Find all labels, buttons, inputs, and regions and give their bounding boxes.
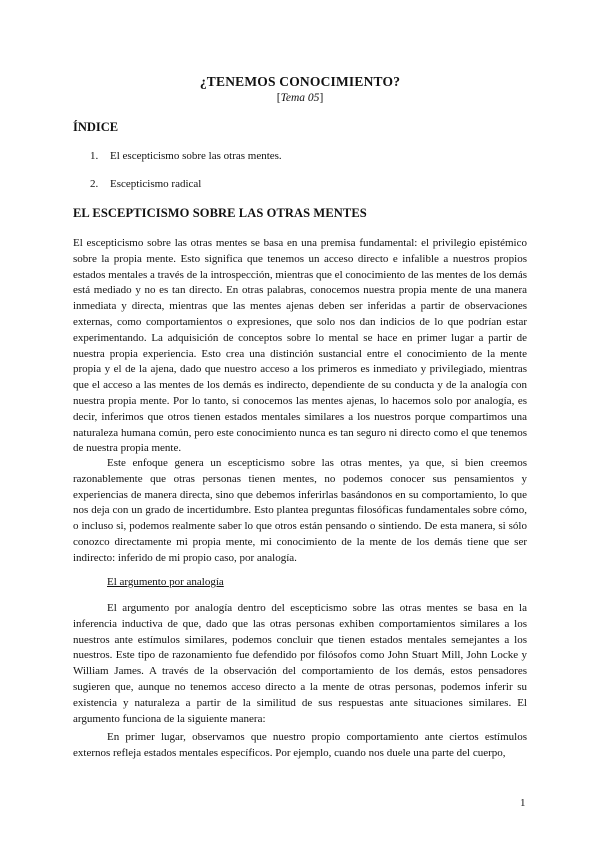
- section-heading: EL ESCEPTICISMO SOBRE LAS OTRAS MENTES: [73, 206, 367, 220]
- body-paragraph: El escepticismo sobre las otras mentes se basa en una premisa fundamental: el privilegio epistémico sobre la propia mente. Esto significa que tenemos un acceso directo e infalible a nuestros propios estados mentales a través de la introspección, mientras que el conocimiento de las mentes de los demás está mediado y no es tan directo. En otras palabras, conocemos nuestra propia mente de una manera inmediata y directa, mientras que las mentes ajenas deben ser inferidas a partir de observaciones externas, como comportamientos o expresiones, que solo nos dan indicios de lo que podrían estar experimentando. La adquisición de conceptos sobre lo mental se hace en primer lugar a partir de nuestra propia experiencia. Esto crea una distinción sustancial entre el conocimiento de la mente propia y el de la ajena, dado que nuestro acceso a los primeros es inmediato y privilegiado, mientras que el acceso a las mentes de los demás es indirecto, dependiente de su conducta y de la analogía con nuestra propia mente. Por lo tanto, si conocemos las mentes ajenas, lo hacemos solo por analogía, es decir, inferimos que otros tienen estados mentales similares a los nuestros porque compartimos una naturaleza humana común, pero este conocimiento nunca es tan seguro ni directo como el que tenemos de nuestra propia mente.: [73, 237, 527, 455]
- body-paragraph: El argumento por analogía dentro del escepticismo sobre las otras mentes se basa en la inferencia inductiva de que, dado que las otras personas exhiben comportamientos similares a los nuestros ante estímulos similares, podemos concluir que tienen estados mentales semejantes a los nuestros. Este tipo de razonamiento fue defendido por filósofos como John Stuart Mill, John Locke y William James. A través de la observación del comportamiento de los demás, estos pensadores sugieren que, aunque no tenemos acceso directo a la mente de otras personas, podemos inferir su existencia y naturaleza a partir de la similitud de sus respuestas ante situaciones similares. El argumento funciona de la siguiente manera:: [73, 602, 527, 725]
- subtitle-text: Tema 05: [280, 92, 320, 104]
- index-item-label: Escepticismo radical: [110, 178, 202, 190]
- document-subtitle: [Tema 05]: [276, 92, 324, 104]
- document-title: ¿TENEMOS CONOCIMIENTO?: [199, 74, 401, 89]
- index-item-label: El escepticismo sobre las otras mentes.: [110, 150, 282, 162]
- index-item: [90, 150, 282, 162]
- body-paragraph: En primer lugar, observamos que nuestro propio comportamiento ante ciertos estímulos externos refleja estados mentales específicos. Por ejemplo, cuando nos duele una parte del cuerpo,: [73, 731, 527, 759]
- index-item-number: 2.: [90, 178, 99, 190]
- index-item: [90, 178, 201, 190]
- body-paragraph: Este enfoque genera un escepticismo sobre las otras mentes, ya que, si bien creemos razonablemente que otras personas tienen mentes, no podemos conocer sus pensamientos y experiencias de manera directa, sino que debemos inferirlas basándonos en su comportamiento, lo que nos deja con un grado de incertidumbre. Esto plantea preguntas filosóficas fundamentales sobre cómo, o incluso si, podemos realmente saber lo que otros están pensando o sintiendo. De esta manera, si sólo conozco directamente mi propia mente, mi conocimiento de la mente de los demás tiene que ser indirecto: inferido de mi propio caso, por analogía.: [73, 457, 527, 564]
- subsection-heading: El argumento por analogía: [107, 576, 224, 588]
- page-number: 1: [520, 797, 526, 809]
- index-item-number: 1.: [90, 150, 99, 162]
- index-heading: ÍNDICE: [73, 120, 119, 134]
